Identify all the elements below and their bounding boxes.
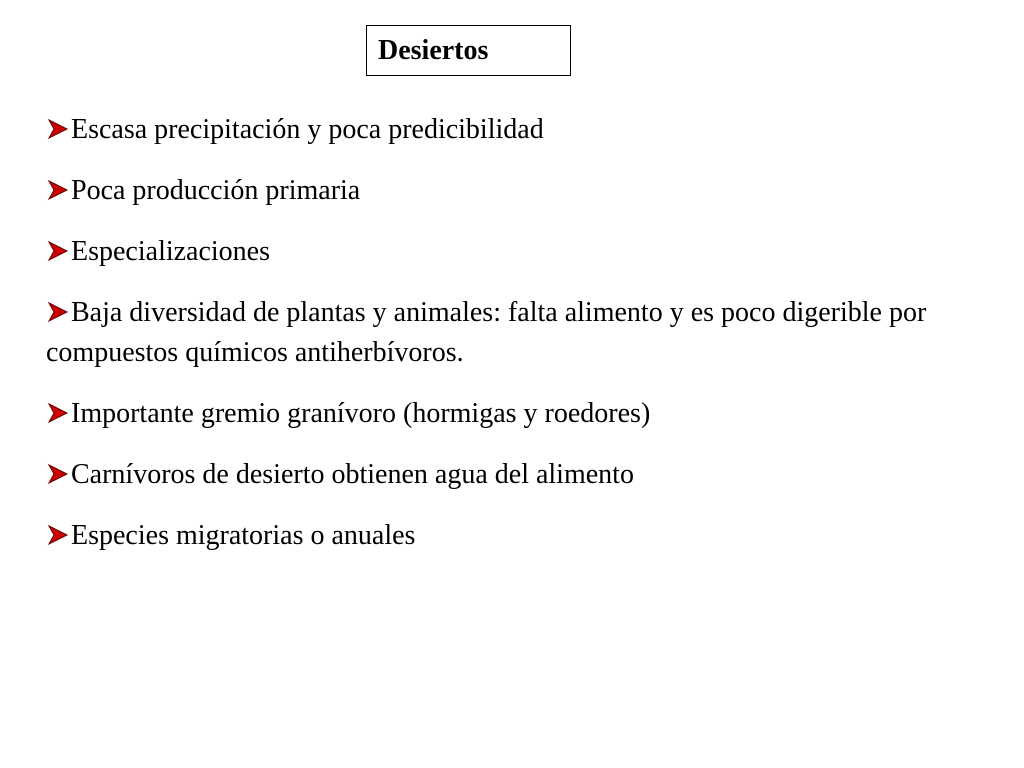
bullet-item [46,516,946,556]
arrowhead-bullet-icon [46,402,70,424]
arrowhead-bullet-icon [46,524,70,546]
bullet-text: Carnívoros de desierto obtienen agua del alimento [71,459,634,490]
arrowhead-bullet-icon [46,240,70,262]
bullet-item [46,455,946,495]
arrowhead-bullet-icon [46,179,70,201]
bullet-list [46,110,946,577]
bullet-item [46,171,946,211]
arrowhead-bullet-icon [46,118,70,140]
bullet-text: Especies migratorias o anuales [71,520,416,551]
bullet-text: Especializaciones [71,236,271,267]
bullet-text: Baja diversidad de plantas y animales: falta alimento y es poco digerible por compuestos químicos antiherbívoros. [46,297,927,368]
bullet-item [46,394,946,434]
bullet-item [46,232,946,272]
slide-title: Desiertos [366,25,571,76]
bullet-text: Poca producción primaria [71,175,361,206]
arrowhead-bullet-icon [46,463,70,485]
bullet-item [46,110,946,150]
arrowhead-bullet-icon [46,301,70,323]
bullet-item [46,293,946,373]
bullet-text: Importante gremio granívoro (hormigas y roedores) [71,398,651,429]
bullet-text: Escasa precipitación y poca predicibilidad [71,114,544,145]
